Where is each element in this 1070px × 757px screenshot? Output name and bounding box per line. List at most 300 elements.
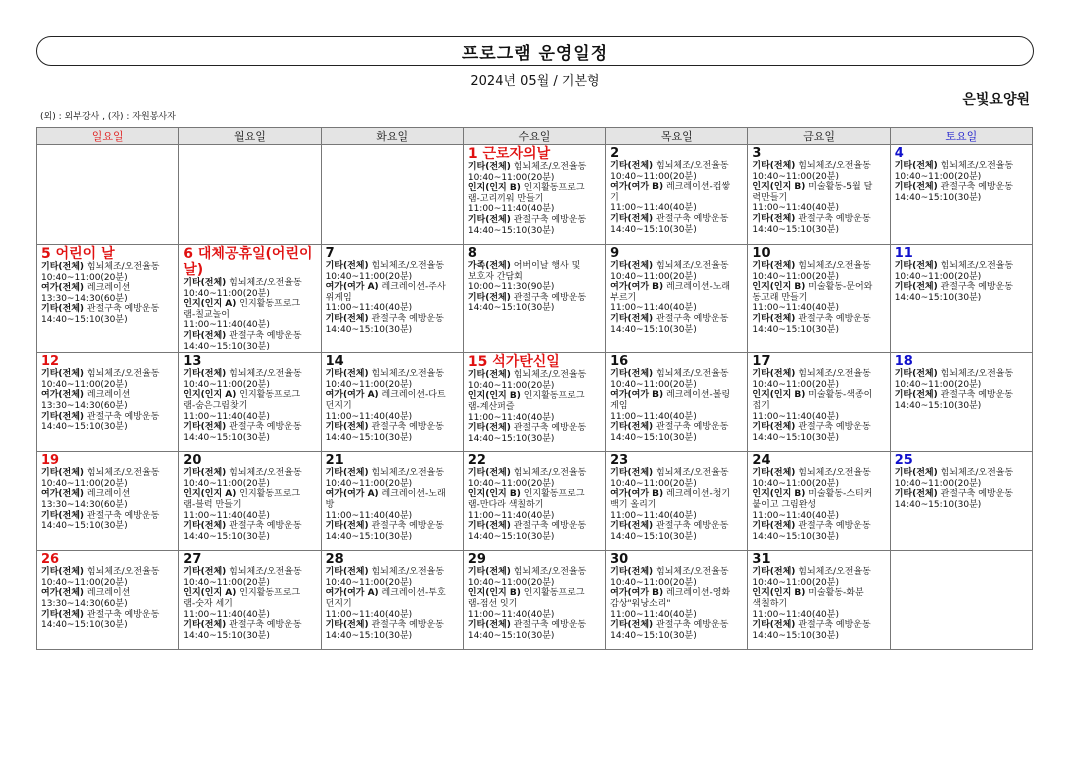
program-line (326, 468, 461, 479)
program-detail: 14:40~15:10(30분) (467, 225, 555, 236)
program-line (326, 511, 461, 522)
program-line (752, 610, 887, 621)
program-line (468, 183, 603, 194)
program-detail: 14:40~15:10(30분) (752, 324, 839, 335)
program-line (895, 161, 1030, 172)
day-number: 3 (752, 146, 762, 161)
program-line (610, 369, 745, 380)
program-line (326, 282, 461, 293)
program-detail: 10:40~11:00(20분) (752, 171, 839, 182)
day-number: 18 (894, 354, 913, 370)
program-category: 기타(전체) (610, 521, 654, 532)
program-detail: 14:40~15:10(30분) (325, 324, 413, 335)
program-detail: 14:40~15:10(30분) (610, 224, 697, 235)
program-line (610, 578, 745, 589)
program-detail: 힘뇌체조/오전율동 (84, 369, 160, 380)
program-detail: 10:40~11:00(20분) (752, 577, 839, 588)
program-detail: 관절구축 예방운동 (368, 422, 444, 433)
holiday-name: 대체공휴일(어린이날) (183, 246, 313, 278)
program-category: 기타(전체) (41, 411, 85, 422)
program-detail: 10:40~11:00(20분) (183, 288, 270, 299)
empty-day-cell (890, 551, 1032, 650)
day-number: 11 (894, 246, 913, 261)
program-line (183, 299, 318, 310)
program-line (752, 489, 887, 500)
program-category: 여가(여가 B) (610, 182, 664, 193)
program-detail: 레크레이션-다트 (378, 390, 446, 401)
program-detail: 14:40~15:10(30분) (752, 531, 839, 542)
program-line (610, 261, 745, 272)
day-cell (463, 245, 605, 353)
program-line (326, 500, 461, 511)
program-line (610, 489, 745, 500)
program-detail: 14:40~15:10(30분) (467, 433, 555, 444)
program-detail: 힘뇌체조/오전율동 (226, 278, 302, 288)
program-detail: 관절구축 예방운동 (653, 422, 729, 433)
program-detail: 레크레이션 (84, 390, 131, 401)
program-detail: 힘뇌체조/오전율동 (795, 369, 871, 380)
program-detail: 힘뇌체조/오전율동 (510, 567, 587, 578)
program-detail: 레크레이션-컵쌓 (663, 182, 731, 193)
program-line (610, 293, 745, 304)
program-category: 인지(인지 B) (467, 588, 521, 599)
calendar-body (37, 145, 1033, 650)
program-detail: 10:40~11:00(20분) (894, 478, 982, 489)
program-detail: 던지기 (325, 400, 352, 411)
program-detail: 10:40~11:00(20분) (41, 478, 128, 489)
program-line (752, 172, 887, 183)
day-heading (752, 354, 887, 369)
weekday-sat: 토요일 (890, 128, 1032, 145)
day-cell (890, 353, 1032, 452)
program-detail: 인지활동프로그 (520, 489, 585, 500)
program-detail: 력만들기 (752, 192, 788, 203)
program-detail: 힘뇌체조/오전율동 (84, 262, 160, 272)
day-heading (610, 354, 745, 369)
program-line (468, 588, 603, 599)
day-cell (321, 245, 463, 353)
program-detail: 14:40~15:10(30분) (183, 531, 270, 542)
program-category: 기타(전체) (894, 390, 938, 401)
program-detail: 14:40~15:10(30분) (610, 531, 697, 542)
program-detail: 관절구축 예방운동 (937, 489, 1013, 500)
program-category: 기타(전체) (41, 262, 85, 272)
day-heading (41, 453, 176, 468)
program-detail: 인지활동프로그 (520, 183, 585, 194)
program-line (468, 194, 603, 205)
weekday-thu: 목요일 (606, 128, 748, 145)
program-line (468, 370, 603, 381)
empty-day-cell (321, 145, 463, 245)
program-detail: 10:40~11:00(20분) (183, 379, 270, 390)
program-detail: 힘뇌체조/오전율동 (510, 162, 587, 172)
program-detail: 힘뇌체조/오전율동 (795, 261, 871, 271)
program-line (183, 588, 318, 599)
program-detail: 관절구축 예방운동 (84, 411, 160, 422)
program-category: 기타(전체) (894, 282, 938, 293)
page-title: 프로그램 운영일정 (461, 43, 609, 64)
program-line (41, 599, 176, 610)
program-detail: 10:40~11:00(20분) (325, 271, 413, 282)
day-cell (890, 452, 1032, 551)
program-line (183, 422, 318, 433)
program-category: 기타(전체) (752, 422, 796, 433)
day-heading (610, 246, 745, 261)
program-detail: 힘뇌체조/오전율동 (795, 567, 871, 578)
program-detail: 인지활동프로그 (520, 391, 585, 402)
program-line (326, 588, 461, 599)
program-detail: 힘뇌체조/오전율동 (510, 370, 587, 381)
day-cell (37, 353, 179, 452)
program-detail: 미술활동-문어와 (805, 282, 873, 293)
facility-name: 은빛요양원 (962, 92, 1030, 108)
program-line (610, 511, 745, 522)
program-line (326, 303, 461, 314)
program-category: 기타(전체) (610, 369, 654, 380)
program-line (183, 599, 318, 610)
day-cell (606, 551, 748, 650)
program-detail: 관절구축 예방운동 (368, 521, 444, 532)
program-line (326, 578, 461, 589)
program-detail: 11:00~11:40(40분) (183, 411, 270, 422)
program-detail: 14:40~15:10(30분) (467, 531, 555, 542)
day-heading (752, 552, 887, 567)
program-line (468, 578, 603, 589)
program-line (183, 310, 318, 321)
program-line (468, 521, 603, 532)
program-line (610, 412, 745, 423)
program-category: 기타(전체) (183, 422, 227, 433)
program-detail: 힘뇌체조/오전율동 (937, 369, 1014, 380)
program-detail: 14:40~15:10(30분) (894, 192, 982, 203)
program-line (610, 182, 745, 193)
program-line (610, 631, 745, 642)
weekday-header-row (37, 128, 1033, 145)
program-category: 기타(전체) (610, 313, 654, 324)
program-category: 여가(전체) (41, 390, 85, 401)
program-category: 기타(전체) (467, 370, 511, 381)
program-detail: 관절구축 예방운동 (226, 422, 302, 433)
program-line (752, 433, 887, 444)
program-line (752, 588, 887, 599)
program-detail: 레크레이션-영화 (663, 588, 731, 599)
program-detail: 힘뇌체조/오전율동 (795, 161, 871, 171)
program-detail: 미술활동-색종이 (805, 390, 873, 401)
program-detail: 관절구축 예방운동 (510, 521, 587, 532)
program-line (895, 369, 1030, 380)
program-detail: 10:40~11:00(20분) (467, 577, 555, 588)
day-heading (41, 354, 176, 369)
program-line (41, 578, 176, 589)
program-line (183, 500, 318, 511)
day-cell (748, 353, 890, 452)
program-category: 인지(인지 B) (467, 391, 521, 402)
day-heading (468, 354, 603, 370)
program-detail: 힘뇌체조/오전율동 (937, 468, 1014, 479)
program-detail: 11:00~11:40(40분) (610, 411, 697, 422)
program-detail: 접기 (752, 400, 770, 411)
day-cell (179, 452, 321, 551)
program-line (610, 500, 745, 511)
program-line (183, 567, 318, 578)
program-line (468, 391, 603, 402)
program-detail: 미술활동-화분 (805, 588, 864, 599)
week-row (37, 353, 1033, 452)
program-line (468, 567, 603, 578)
program-line (468, 423, 603, 434)
weekday-tue: 화요일 (321, 128, 463, 145)
day-heading (468, 246, 603, 261)
program-line (610, 479, 745, 490)
program-detail: 11:00~11:40(40분) (183, 510, 270, 521)
day-number: 7 (325, 246, 335, 261)
program-line (326, 489, 461, 500)
program-line (610, 282, 745, 293)
program-line (468, 226, 603, 237)
program-detail: 레크레이션-주사 (378, 282, 446, 293)
day-cell (321, 551, 463, 650)
program-line (326, 401, 461, 412)
program-detail: 13:30~14:30(60분) (41, 598, 128, 609)
program-detail: 11:00~11:40(40분) (610, 609, 697, 620)
day-number: 23 (610, 453, 629, 469)
day-number: 26 (41, 552, 60, 568)
program-detail: 관절구축 예방운동 (226, 521, 302, 532)
day-cell (890, 245, 1032, 353)
program-category: 인지(인지 B) (752, 588, 806, 599)
program-detail: 11:00~11:40(40분) (183, 609, 270, 620)
program-line (895, 401, 1030, 412)
program-line (41, 262, 176, 273)
program-detail: 힘뇌체조/오전율동 (653, 567, 729, 578)
day-number: 10 (752, 246, 771, 261)
program-category: 기타(전체) (325, 313, 369, 324)
program-category: 기타(전체) (894, 182, 938, 193)
week-row (37, 245, 1033, 353)
program-line (326, 272, 461, 283)
program-detail: 관절구축 예방운동 (795, 422, 871, 433)
program-detail: 10:40~11:00(20분) (894, 379, 982, 390)
day-heading (752, 453, 887, 468)
program-line (41, 567, 176, 578)
program-line (468, 500, 603, 511)
program-detail: 14:40~15:10(30분) (752, 432, 839, 443)
program-line (610, 172, 745, 183)
program-detail: 힘뇌체조/오전율동 (653, 161, 729, 171)
program-detail: 관절구축 예방운동 (510, 214, 587, 225)
program-detail: 10:40~11:00(20분) (183, 577, 270, 588)
program-category: 기타(전체) (325, 521, 369, 532)
program-detail: 레크레이션-볼링 (663, 390, 731, 401)
program-line (326, 314, 461, 325)
program-detail: 게임 (610, 400, 628, 411)
program-detail: 10:40~11:00(20분) (894, 171, 982, 182)
program-line (752, 380, 887, 391)
program-category: 기타(전체) (467, 567, 511, 578)
program-detail: 14:40~15:10(30분) (41, 620, 128, 631)
program-category: 여가(여가 B) (610, 390, 664, 401)
program-line (610, 203, 745, 214)
program-line (183, 631, 318, 642)
program-detail: 10:40~11:00(20분) (752, 271, 839, 282)
program-category: 기타(전체) (752, 369, 796, 380)
program-detail: 백기 올리기 (610, 499, 657, 510)
program-detail: 10:40~11:00(20분) (467, 478, 555, 489)
program-detail: 11:00~11:40(40분) (467, 412, 555, 423)
day-heading (895, 453, 1030, 468)
day-number: 13 (183, 354, 202, 370)
program-detail: 힘뇌체조/오전율동 (368, 369, 445, 380)
program-detail: 10:40~11:00(20분) (610, 271, 697, 282)
day-cell (748, 145, 890, 245)
program-line (468, 303, 603, 314)
program-category: 기타(전체) (183, 468, 227, 479)
week-row (37, 145, 1033, 245)
program-detail: 관절구축 예방운동 (937, 182, 1013, 193)
program-category: 여가(여가 B) (610, 588, 664, 599)
program-line (468, 204, 603, 215)
day-number: 31 (752, 552, 771, 568)
program-line (183, 401, 318, 412)
program-line (41, 304, 176, 315)
program-category: 여가(전체) (41, 489, 85, 500)
program-detail: 레크레이션-투호 (378, 588, 446, 599)
program-line (468, 631, 603, 642)
program-detail: 10:40~11:00(20분) (325, 379, 413, 390)
program-detail: 10:40~11:00(20분) (610, 577, 697, 588)
day-number: 9 (610, 246, 620, 261)
program-category: 기타(전체) (41, 510, 85, 521)
program-category: 기타(전체) (894, 489, 938, 500)
program-detail: 인지활동프로그 (236, 299, 301, 310)
program-detail: 14:40~15:10(30분) (467, 630, 555, 641)
program-detail: 11:00~11:40(40분) (183, 320, 270, 331)
day-number: 28 (325, 552, 344, 568)
program-line (895, 489, 1030, 500)
program-line (41, 412, 176, 423)
program-line (183, 412, 318, 423)
program-detail: 10:40~11:00(20분) (752, 379, 839, 390)
program-detail: 10:40~11:00(20분) (325, 478, 413, 489)
program-detail: 10:40~11:00(20분) (752, 478, 839, 489)
program-category: 인지(인지 A) (183, 390, 237, 401)
program-detail: 인지활동프로그 (236, 489, 301, 500)
program-line (326, 422, 461, 433)
program-detail: 14:40~15:10(30분) (183, 432, 270, 443)
program-detail: 11:00~11:40(40분) (467, 204, 555, 215)
day-heading (41, 552, 176, 567)
program-line (183, 369, 318, 380)
program-category: 인지(인지 B) (752, 390, 806, 401)
program-category: 가족(전체) (467, 261, 511, 271)
program-detail: 힘뇌체조/오전율동 (226, 567, 302, 578)
program-line (610, 567, 745, 578)
program-category: 인지(인지 B) (467, 489, 521, 500)
program-category: 기타(전체) (752, 213, 796, 224)
program-detail: 인지활동프로그 (236, 390, 301, 401)
program-detail: 10:00~11:30(90분) (467, 282, 555, 293)
program-category: 기타(전체) (183, 521, 227, 532)
program-detail: 관절구축 예방운동 (795, 213, 871, 224)
day-cell (321, 353, 463, 452)
program-detail: 어버이날 행사 및 (510, 261, 581, 271)
program-line (468, 610, 603, 621)
program-detail: 미술활동-스티커 (805, 489, 873, 500)
program-detail: 관절구축 예방운동 (795, 620, 871, 631)
day-heading (610, 453, 745, 468)
day-heading (183, 552, 318, 567)
program-detail: 인지활동프로그 (520, 588, 585, 599)
program-line (468, 468, 603, 479)
day-number: 30 (610, 552, 629, 568)
program-line (183, 489, 318, 500)
program-category: 여가(여가 B) (610, 489, 664, 500)
program-line (752, 182, 887, 193)
program-detail: 관절구축 예방운동 (368, 620, 444, 631)
program-line (610, 314, 745, 325)
program-line (895, 500, 1030, 511)
program-line (610, 225, 745, 236)
program-line (41, 500, 176, 511)
program-detail: 램-점선 잇기 (467, 598, 518, 609)
program-line (41, 489, 176, 500)
program-line (610, 390, 745, 401)
program-line (752, 369, 887, 380)
program-detail: 힘뇌체조/오전율동 (937, 261, 1014, 271)
program-line (41, 315, 176, 326)
program-line (41, 511, 176, 522)
program-category: 기타(전체) (467, 620, 511, 631)
program-line (326, 293, 461, 304)
program-line (752, 511, 887, 522)
program-line (183, 620, 318, 631)
day-heading (895, 246, 1030, 261)
day-cell (748, 452, 890, 551)
program-detail: 10:40~11:00(20분) (610, 379, 697, 390)
program-detail: 10:40~11:00(20분) (41, 577, 128, 588)
day-heading (468, 453, 603, 468)
program-line (41, 283, 176, 294)
program-line (895, 390, 1030, 401)
program-line (610, 272, 745, 283)
program-detail: 10:40~11:00(20분) (325, 577, 413, 588)
program-category: 기타(전체) (467, 292, 511, 303)
program-category: 기타(전체) (183, 620, 227, 631)
program-detail: 관절구축 예방운동 (795, 313, 871, 324)
program-detail: 레크레이션-청기 (663, 489, 731, 500)
day-number: 20 (183, 453, 202, 469)
program-line (468, 413, 603, 424)
program-detail: 10:40~11:00(20분) (41, 272, 128, 283)
program-line (468, 381, 603, 392)
day-number: 27 (183, 552, 202, 568)
day-heading (183, 354, 318, 369)
program-category: 인지(인지 A) (183, 299, 237, 310)
program-line (326, 532, 461, 543)
program-detail: 14:40~15:10(30분) (610, 432, 697, 443)
program-line (752, 599, 887, 610)
program-detail: 동고래 만들기 (752, 292, 808, 303)
program-category: 기타(전체) (752, 313, 796, 324)
program-line (183, 468, 318, 479)
program-line (41, 422, 176, 433)
program-detail: 11:00~11:40(40분) (610, 303, 697, 314)
program-category: 기타(전체) (325, 620, 369, 631)
program-category: 기타(전체) (894, 369, 938, 380)
program-category: 기타(전체) (752, 620, 796, 631)
program-detail: 힘뇌체조/오전율동 (226, 468, 302, 479)
program-detail: 램-고리끼워 만들기 (467, 193, 544, 204)
